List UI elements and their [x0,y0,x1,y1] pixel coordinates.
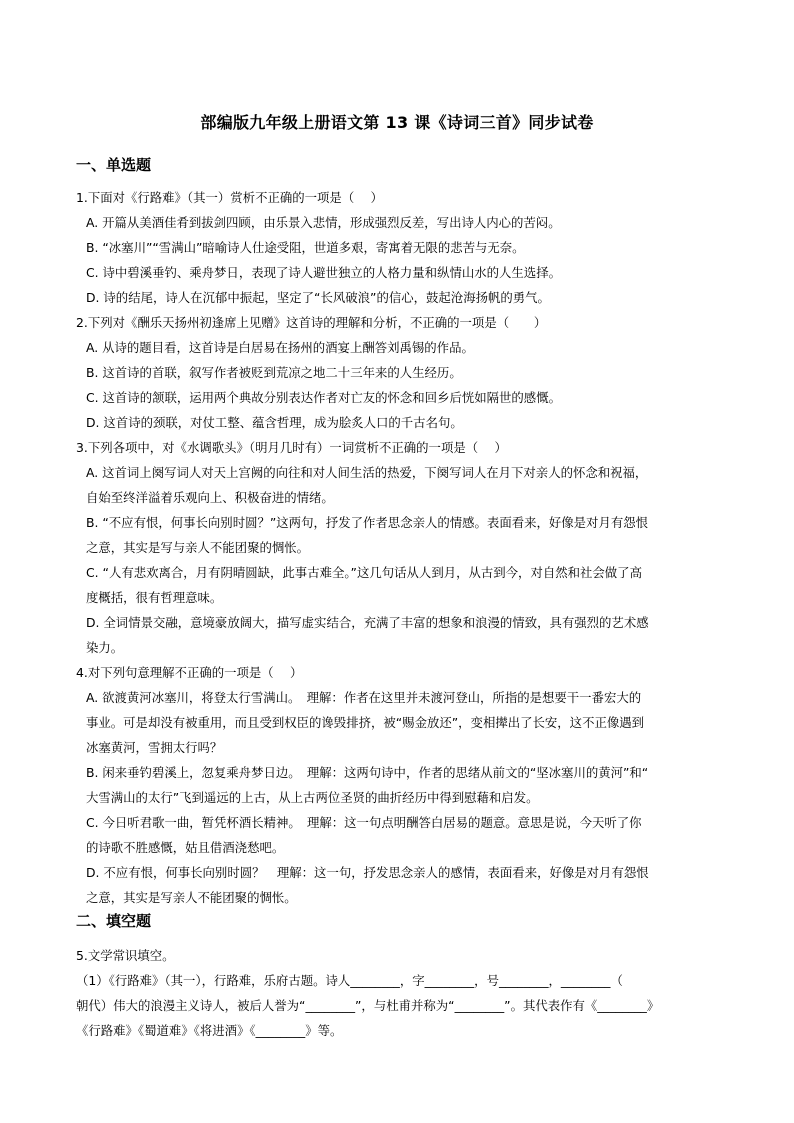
question-3-option-d-line-1: D. 全词情景交融，意境豪放阔大，描写虚实结合，充满了丰富的想象和浪漫的情致，具有强烈的艺术感 [86,615,649,630]
question-3-option-d-line-2: 染力。 [86,640,124,655]
question-2-option-a: A. 从诗的题目看，这首诗是白居易在扬州的酒宴上酬答刘禹锡的作品。 [86,340,474,355]
question-3-option-c-line-2: 度概括，很有哲理意味。 [86,590,223,605]
question-4-option-a-line-1: A. 欲渡黄河冰塞川，将登太行雪满山。 理解：作者在这里并未渡河登山，所指的是想要干一番宏大的 [86,690,642,705]
question-3-option-b-line-2: 之意，其实是写与亲人不能团聚的惆怅。 [86,540,310,555]
section-heading-single-choice: 一、单选题 [76,156,152,174]
question-1-option-b: B. “冰塞川”“雪满山”暗喻诗人仕途受阻，世道多艰，寄寓着无限的悲苦与无奈。 [86,240,525,255]
question-1-stem: 1.下面对《行路难》（其一）赏析不正确的一项是（ ） [76,190,383,205]
question-4-option-a-line-3: 冰塞黄河，雪拥太行吗？ [86,740,223,755]
question-3-stem: 3.下列各项中，对《水调歌头》（明月几时有）一词赏析不正确的一项是（ ） [76,440,507,455]
question-4-option-c-line-1: C. 今日听君歌一曲，暂凭杯酒长精神。 理解：这一句点明酬答白居易的题意。意思是说，今天听了你 [86,815,642,830]
question-1-option-d: D. 诗的结尾，诗人在沉郁中振起，坚定了“长风破浪”的信心，鼓起沧海扬帆的勇气。 [86,290,550,305]
question-5-part-1-line-3: 《行路难》《蜀道难》《将进酒》《________》等。 [76,1023,343,1038]
question-5-stem: 5.文学常识填空。 [76,948,175,963]
question-4-stem: 4.对下列句意理解不正确的一项是（ ） [76,665,303,680]
question-5-part-1-line-1: （1）《行路难》（其一），行路难，乐府古题。诗人________，字________，号________，________（ [76,973,623,988]
question-1-option-c: C. 诗中碧溪垂钓、乘舟梦日，表现了诗人避世独立的人格力量和纵情山水的人生选择。 [86,265,561,280]
question-3-option-b-line-1: B. “不应有恨，何事长向别时圆？”这两句，抒发了作者思念亲人的情感。表面看来，好像是对月有怨恨 [86,515,649,530]
question-5-part-1-line-2: 朝代）伟大的浪漫主义诗人，被后人誉为“________”，与杜甫并称为“________”。其代表作有《________》 [76,998,660,1013]
question-1-option-a: A. 开篇从美酒佳肴到拔剑四顾，由乐景入悲情，形成强烈反差，写出诗人内心的苦闷。 [86,215,561,230]
question-4-option-c-line-2: 的诗歌不胜感慨，姑且借酒浇愁吧。 [86,840,285,855]
question-3-option-c-line-1: C. “人有悲欢离合，月有阴晴圆缺，此事古难全。”这几句话从人到月，从古到今，对自然和社会做了高 [86,565,642,580]
question-2-stem: 2.下列对《酬乐天扬州初逢席上见赠》这首诗的理解和分析，不正确的一项是（ ） [76,315,547,330]
question-3-option-a-line-1: A. 这首词上阕写词人对天上宫阙的向往和对人间生活的热爱，下阕写词人在月下对亲人的怀念和祝福， [86,465,648,480]
question-4-option-b-line-2: 大雪满山的太行”飞到遥远的上古，从上古两位圣贤的曲折经历中得到慰藉和启发。 [86,790,539,805]
question-4-option-d-line-2: 之意，其实是写亲人不能团聚的惆怅。 [86,890,297,905]
question-2-option-d: D. 这首诗的颈联，对仗工整、蕴含哲理，成为脍炙人口的千古名句。 [86,415,463,430]
question-2-option-c: C. 这首诗的颔联，运用两个典故分别表达作者对亡友的怀念和回乡后恍如隔世的感慨。 [86,390,561,405]
question-4-option-d-line-1: D. 不应有恨，何事长向别时圆？ 理解：这一句，抒发思念亲人的感情，表面看来，好像是对月有怨恨 [86,865,649,880]
question-4-option-b-line-1: B. 闲来垂钓碧溪上，忽复乘舟梦日边。 理解：这两句诗中，作者的思绪从前文的“坚冰塞川的黄河”和“ [86,765,649,780]
question-3-option-a-line-2: 自始至终洋溢着乐观向上、积极奋进的情绪。 [86,490,334,505]
section-heading-fill-blank: 二、填空题 [76,912,152,930]
question-2-option-b: B. 这首诗的首联，叙写作者被贬到荒凉之地二十三年来的人生经历。 [86,365,462,380]
question-4-option-a-line-2: 事业。可是却没有被重用，而且受到权臣的谗毁排挤，被“赐金放还”，变相撵出了长安，这不正像遇到 [86,715,645,730]
page-title: 部编版九年级上册语文第 13 课《诗词三首》同步试卷 [200,113,594,132]
